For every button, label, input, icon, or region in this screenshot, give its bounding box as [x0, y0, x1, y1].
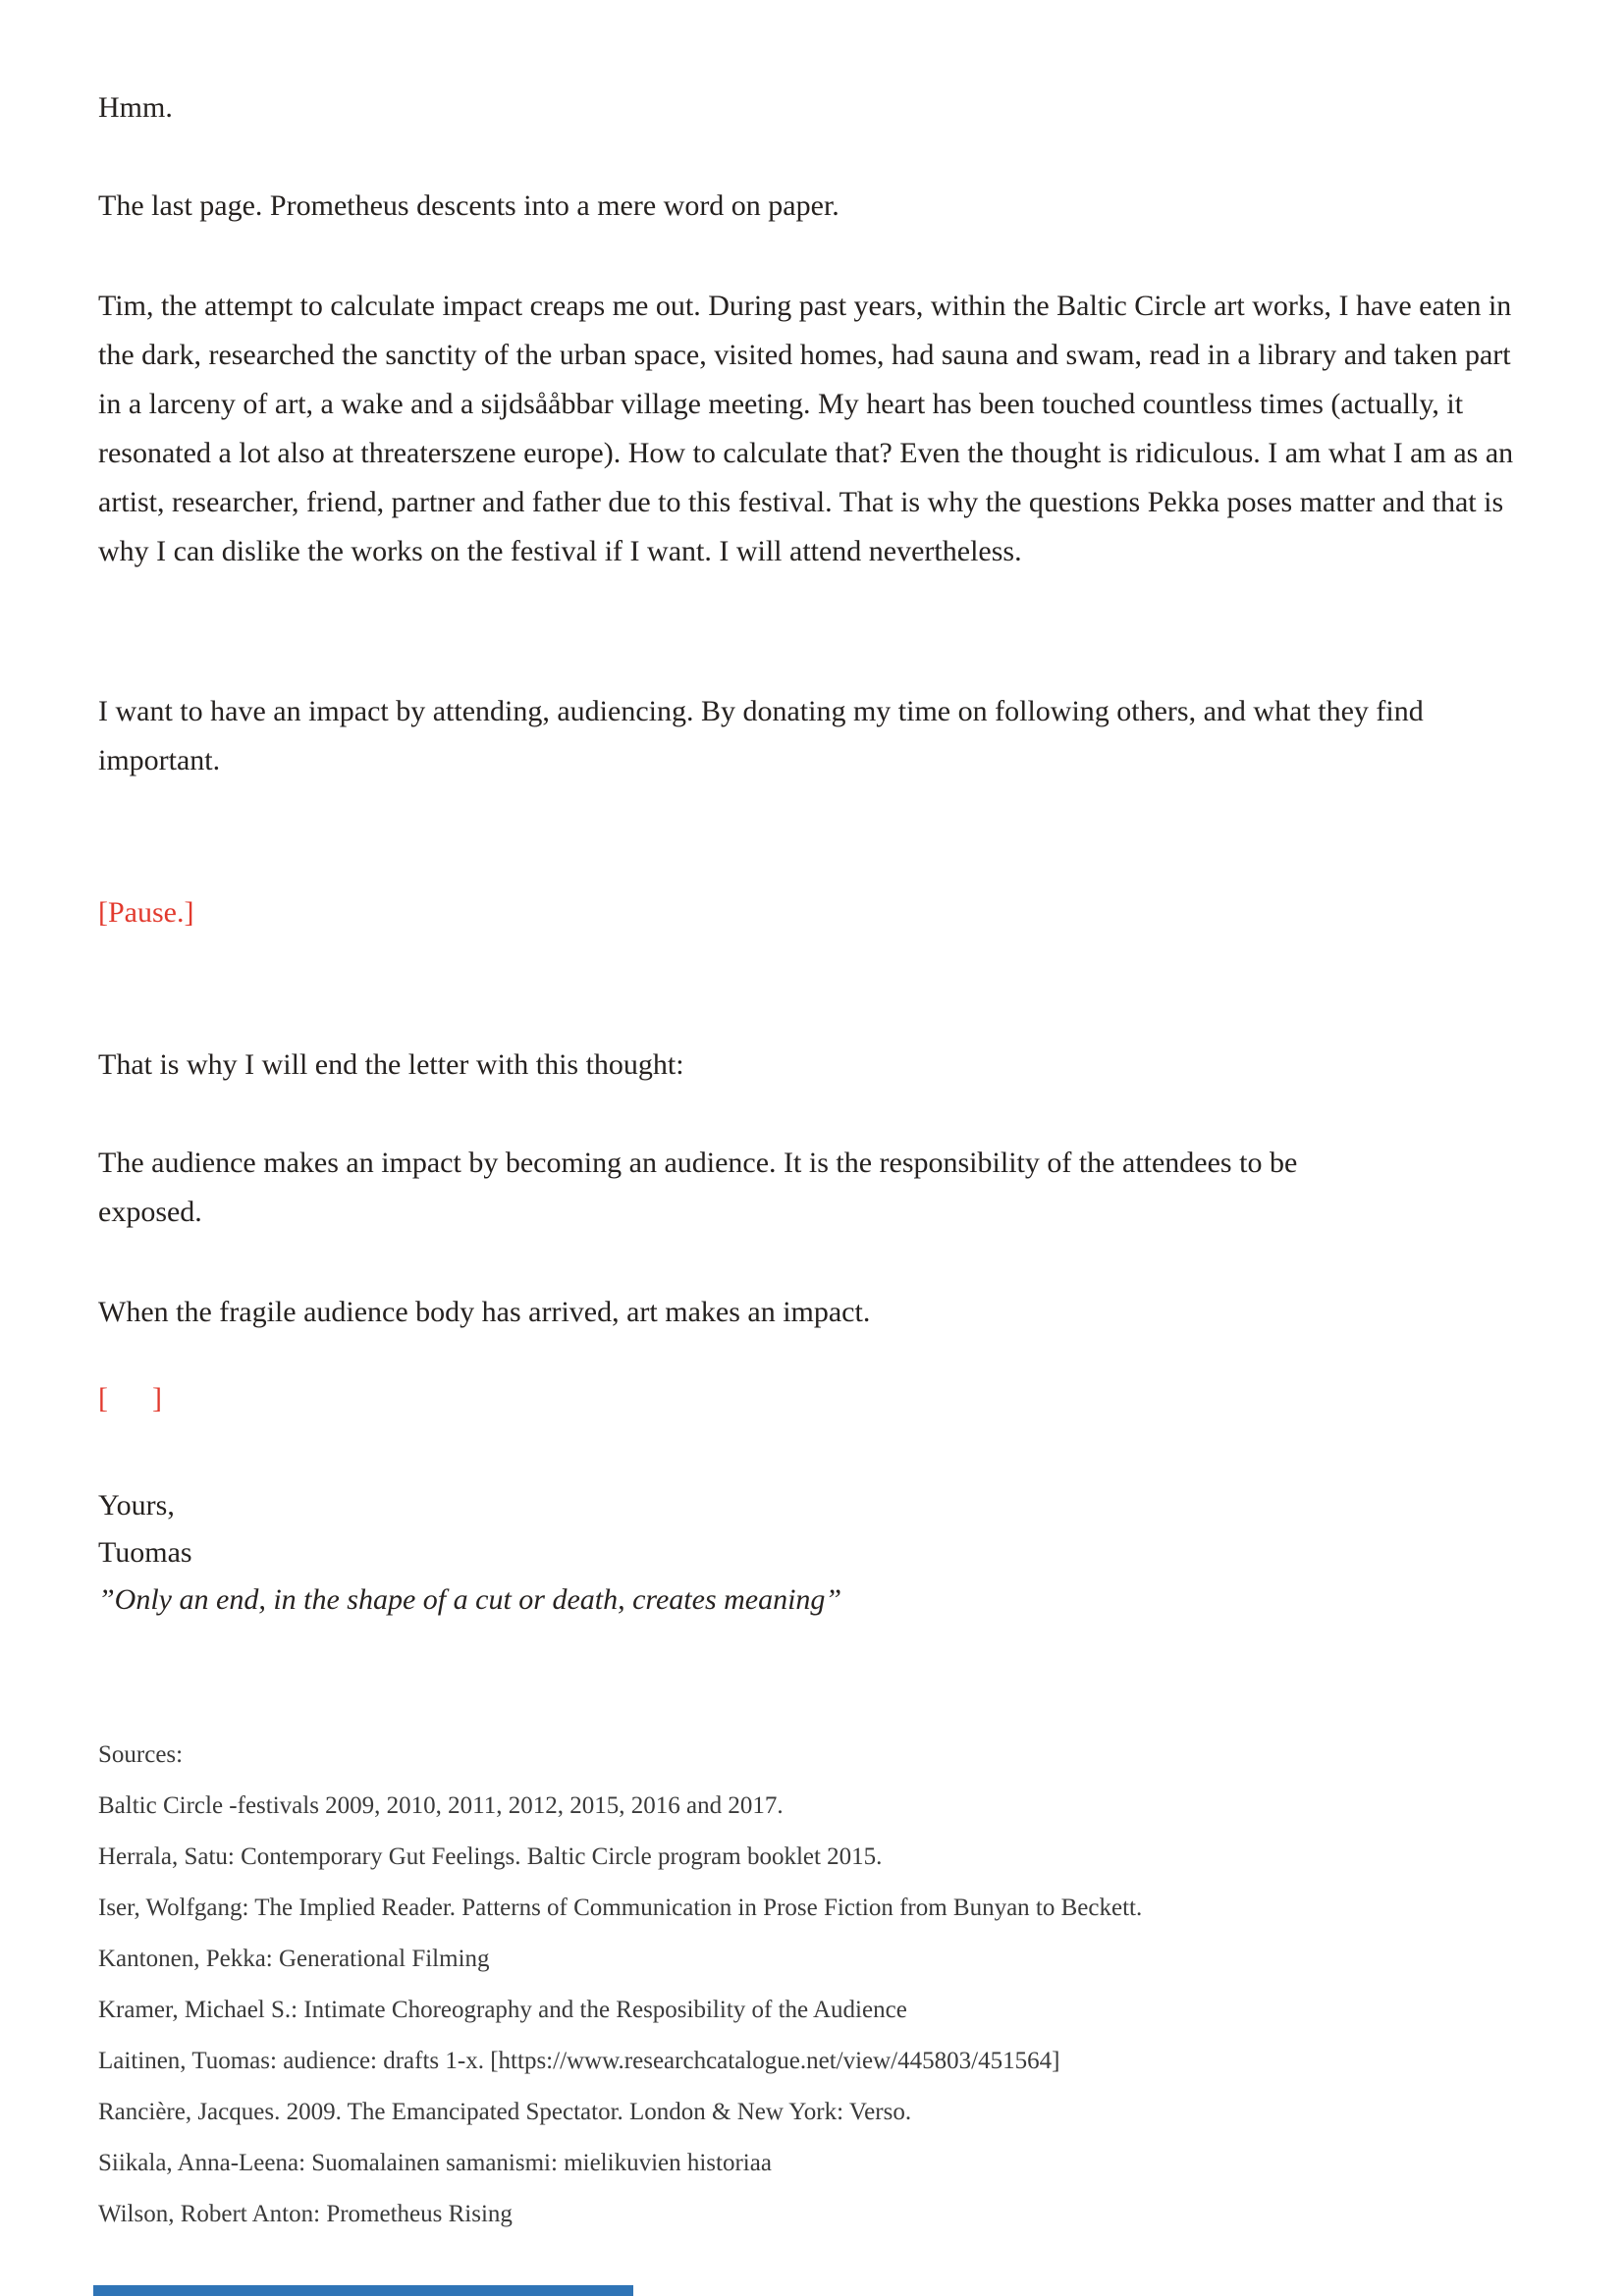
source-item: Herrala, Satu: Contemporary Gut Feelings. Baltic Circle program booklet 2015. — [98, 1843, 883, 1870]
sources-section — [98, 1730, 1524, 2240]
paragraph-hmm: Hmm. — [98, 91, 173, 124]
signature-name: Tuomas — [98, 1536, 192, 1569]
source-item: Siikala, Anna-Leena: Suomalainen samanismi: mielikuvien historiaa — [98, 2150, 772, 2176]
pause-marker: [Pause.] — [98, 896, 194, 929]
paragraph-audience: The audience makes an impact by becoming an audience. It is the responsibility of the attendees to be exposed. — [98, 1147, 1298, 1228]
source-item: Kramer, Michael S.: Intimate Choreography and the Resposibility of the Audience — [98, 1997, 907, 2023]
footer-bar — [93, 2285, 633, 2296]
paragraph-thought: That is why I will end the letter with this thought: — [98, 1048, 684, 1081]
empty-bracket-marker: [ ] — [98, 1382, 162, 1415]
source-item: Iser, Wolfgang: The Implied Reader. Patterns of Communication in Prose Fiction from Bunyan to Beckett. — [98, 1895, 1143, 1921]
sources-label: Sources: — [98, 1741, 184, 1768]
paragraph-tim: Tim, the attempt to calculate impact creaps me out. During past years, within the Baltic Circle art works, I have eaten in the dark, researched the sanctity of the urban space, visited homes, had sauna and swam, read in a library and taken part in a larceny of art, a wake and a sijdsååbbar village meeting. My heart has been touched countless times (actually, it resonated a lot also at threaterszene europe). How to calculate that? Even the thought is ridiculous. I am what I am as an artist, researcher, friend, partner and father due to this festival. That is why the questions Pekka poses matter and that is why I can dislike the works on the festival if I want. I will attend nevertheless. — [98, 290, 1514, 567]
signature-block — [98, 1482, 1524, 1624]
source-item: Rancière, Jacques. 2009. The Emancipated Spectator. London & New York: Verso. — [98, 2099, 912, 2125]
paragraph-lastpage: The last page. Prometheus descents into a mere word on paper. — [98, 189, 839, 222]
paragraph-fragile: When the fragile audience body has arrived, art makes an impact. — [98, 1296, 871, 1328]
source-item: Kantonen, Pekka: Generational Filming — [98, 1946, 490, 1972]
source-item: Wilson, Robert Anton: Prometheus Rising — [98, 2201, 513, 2227]
signature-quote: ”Only an end, in the shape of a cut or death, creates meaning” — [98, 1583, 842, 1616]
source-item: Baltic Circle -festivals 2009, 2010, 2011, 2012, 2015, 2016 and 2017. — [98, 1792, 784, 1819]
signature-salutation: Yours, — [98, 1489, 175, 1522]
paragraph-impact: I want to have an impact by attending, audiencing. By donating my time on following others, and what they find important. — [98, 695, 1424, 776]
source-item: Laitinen, Tuomas: audience: drafts 1-x. [https://www.researchcatalogue.net/view/445803/451564] — [98, 2048, 1060, 2074]
